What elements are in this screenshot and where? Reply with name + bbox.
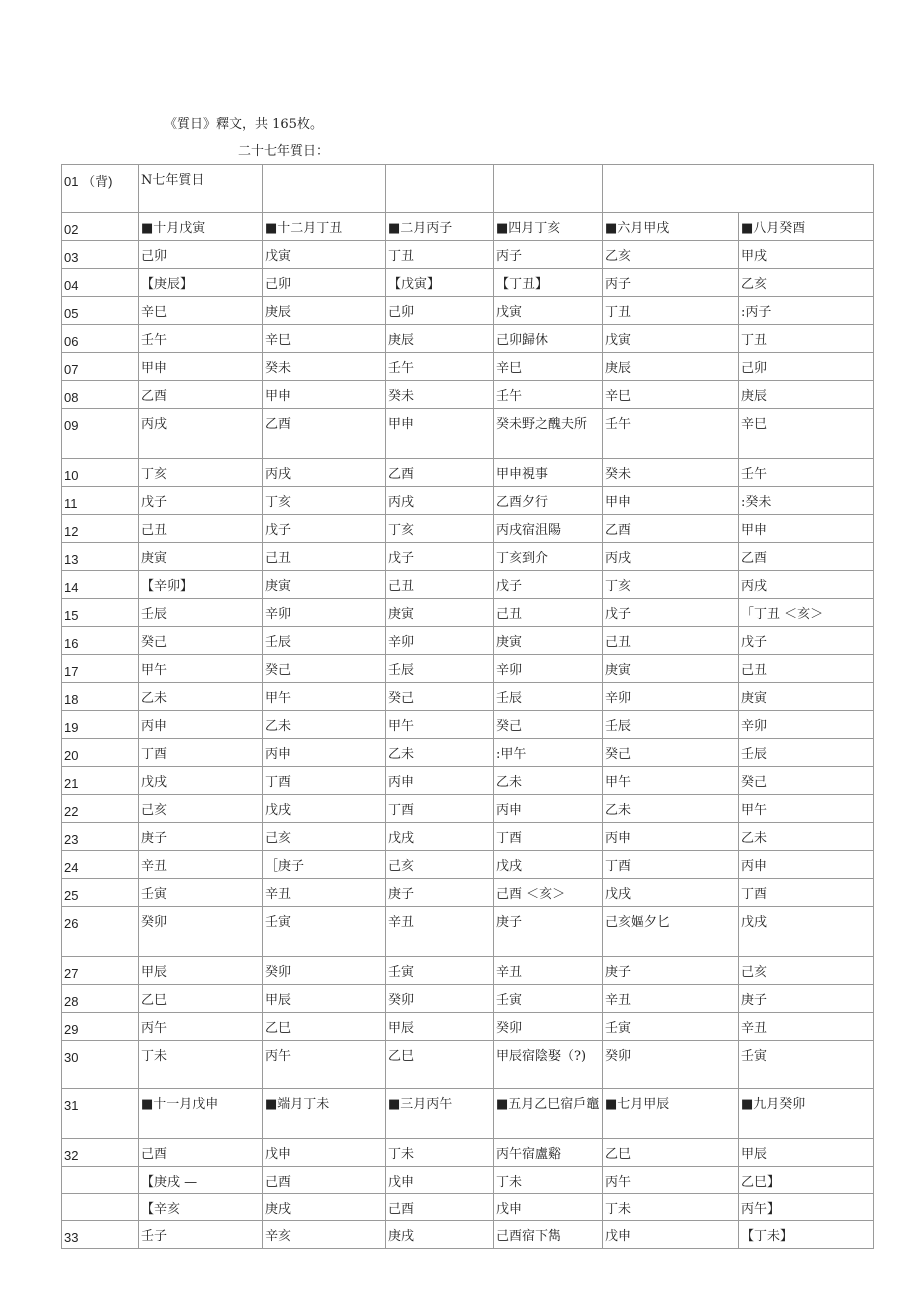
table-cell: 己丑 [603,627,739,655]
slip-number: 20 [62,739,139,767]
table-cell: 庚寅 [263,571,386,599]
table-cell: 庚子 [386,879,494,907]
slip-number: 04 [62,269,139,297]
table-cell: 丙申 [739,851,874,879]
table-cell: ■六月甲戌 [603,213,739,241]
table-row [62,487,874,515]
table-cell: 壬寅 [739,1041,874,1089]
table-cell: 甲申 [263,381,386,409]
table-cell: 甲辰 [139,957,263,985]
table-cell: 庚寅 [739,683,874,711]
table-row [62,627,874,655]
table-cell: 甲辰宿陰娶（?) [494,1041,603,1089]
table-row [62,1041,874,1089]
table-cell: 丁丑 [386,241,494,269]
table-cell: 丁酉 [494,823,603,851]
table-cell: 【丁丑】 [494,269,603,297]
table-cell: 己酉 [386,1194,494,1221]
table-cell: 癸卯 [139,907,263,957]
table-cell: 丁酉 [263,767,386,795]
table-cell: 戊戌 [386,823,494,851]
table-cell: 乙亥 [603,241,739,269]
table-cell: 癸己 [739,767,874,795]
table-cell: 壬午 [739,459,874,487]
table-cell: 戊子 [603,599,739,627]
slip-number: 33 [62,1221,139,1249]
table-cell: 丙午】 [739,1194,874,1221]
slip-number: 15 [62,599,139,627]
table-cell: 庚寅 [139,543,263,571]
table-cell: :丙子 [739,297,874,325]
table-cell: 辛亥 [263,1221,386,1249]
table-cell: 辛卯 [739,711,874,739]
table-row [62,1167,874,1194]
table-cell: 【辛卯】 [139,571,263,599]
table-cell: 壬午 [494,381,603,409]
table-cell: 乙未 [263,711,386,739]
table-cell: 戊申 [494,1194,603,1221]
table-cell: 辛丑 [386,907,494,957]
slip-number: 07 [62,353,139,381]
table-cell: 乙酉 [386,459,494,487]
slip-number: 19 [62,711,139,739]
table-cell: 辛丑 [263,879,386,907]
table-cell: 戊戌 [139,767,263,795]
table-cell: 丙午 [263,1041,386,1089]
table-cell: 丁酉 [739,879,874,907]
table-cell: 辛巳 [739,409,874,459]
table-cell: 乙未 [603,795,739,823]
table-cell: 丁亥 [386,515,494,543]
section-subtitle: 二十七年質日： [238,144,330,159]
table-row [62,739,874,767]
table-cell: 丁未 [139,1041,263,1089]
table-cell: 甲午 [139,655,263,683]
table-cell: 辛丑 [739,1013,874,1041]
table-cell: 丙申 [139,711,263,739]
table-cell: 丁未 [494,1167,603,1194]
table-cell: 癸己 [263,655,386,683]
table-cell: 辛巳 [139,297,263,325]
slip-number: 23 [62,823,139,851]
slip-number: 22 [62,795,139,823]
table-cell: 辛卯 [263,599,386,627]
table-cell: ■五月乙巳宿戶竈 [494,1089,603,1139]
table-cell: 丙戌 [139,409,263,459]
table-cell: 庚辰 [603,353,739,381]
table-row [62,1194,874,1221]
slip-number: 13 [62,543,139,571]
table-cell: ■十一月戊申 [139,1089,263,1139]
table-cell: 己亥嫗夕匕 [603,907,739,957]
table-cell: 丙子 [494,241,603,269]
table-row [62,213,874,241]
table-cell: 己酉 [139,1139,263,1167]
table-cell [494,165,603,213]
table-cell: 甲辰 [263,985,386,1013]
table-cell: 乙巳 [263,1013,386,1041]
table-cell: 甲申 [603,487,739,515]
table-cell: 乙巳 [139,985,263,1013]
table-cell: 乙酉 [603,515,739,543]
slip-number: 02 [62,213,139,241]
table-cell: 辛巳 [603,381,739,409]
table-cell: 庚辰 [739,381,874,409]
table-row [62,851,874,879]
table-cell: 乙酉 [139,381,263,409]
table-cell: 丙戌宿沮陽 [494,515,603,543]
table-cell: ［庚子 [263,851,386,879]
slip-number: 03 [62,241,139,269]
table-cell: 壬寅 [494,985,603,1013]
table-cell: 庚戌 [386,1221,494,1249]
table-row [62,985,874,1013]
table-row [62,957,874,985]
table-cell: 己丑 [494,599,603,627]
table-cell: 辛卯 [603,683,739,711]
slip-number: 08 [62,381,139,409]
table-cell: ■八月癸酉 [739,213,874,241]
table-cell: 癸己 [386,683,494,711]
table-cell: 戊子 [739,627,874,655]
table-cell: 【庚戌 — [139,1167,263,1194]
table-cell: 丁酉 [386,795,494,823]
table-row [62,823,874,851]
table-cell: 壬辰 [603,711,739,739]
table-cell: 乙未 [494,767,603,795]
table-cell: 丁亥到介 [494,543,603,571]
table-row [62,543,874,571]
table-cell: 甲午 [739,795,874,823]
table-cell: 甲申 [386,409,494,459]
slip-number: 11 [62,487,139,515]
table-cell: 甲戌 [739,241,874,269]
table-cell: 甲辰 [739,1139,874,1167]
table-cell [263,165,386,213]
table-row [62,1089,874,1139]
table-row [62,241,874,269]
table-cell: 戊戌 [603,879,739,907]
table-cell: 乙未 [386,739,494,767]
table-cell: 庚子 [139,823,263,851]
slip-number: 31 [62,1089,139,1139]
table-row [62,907,874,957]
table-cell: 丙戌 [386,487,494,515]
table-row [62,353,874,381]
table-cell: 乙亥 [739,269,874,297]
table-cell: 壬辰 [739,739,874,767]
table-cell: 丁未 [386,1139,494,1167]
table-cell: 己卯歸休 [494,325,603,353]
table-cell: 乙酉 [739,543,874,571]
slip-number: 29 [62,1013,139,1041]
table-cell: 辛巳 [494,353,603,381]
table-row [62,459,874,487]
table-cell: ■七月甲辰 [603,1089,739,1139]
table-cell: 甲申 [739,515,874,543]
table-cell: 壬辰 [494,683,603,711]
table-cell: 癸未野之醜夫所 [494,409,603,459]
table-cell: ■四月丁亥 [494,213,603,241]
table-cell: 庚子 [603,957,739,985]
table-cell: 癸卯 [494,1013,603,1041]
slip-number: 26 [62,907,139,957]
table-cell: 癸己 [494,711,603,739]
table-cell: ■九月癸卯 [739,1089,874,1139]
table-row [62,165,874,213]
table-cell: 己卯 [739,353,874,381]
table-cell: 己丑 [263,543,386,571]
table-cell: 戊申 [603,1221,739,1249]
table-cell: 己酉 ＜亥＞ [494,879,603,907]
table-cell: 乙巳】 [739,1167,874,1194]
table-cell: 丙午宿盧谿 [494,1139,603,1167]
table-cell: 丙子 [603,269,739,297]
table-cell: 乙酉 [263,409,386,459]
table-cell: 壬辰 [386,655,494,683]
table-cell: 丁亥 [263,487,386,515]
table-cell: 庚戌 [263,1194,386,1221]
table-cell: 辛卯 [494,655,603,683]
table-cell: 甲午 [603,767,739,795]
table-cell: 癸卯 [263,957,386,985]
table-cell: 辛丑 [603,985,739,1013]
table-cell: 丙申 [603,823,739,851]
table-cell: 【辛亥 [139,1194,263,1221]
table-cell: 丙戌 [263,459,386,487]
table-row [62,297,874,325]
slip-number: 32 [62,1139,139,1167]
slip-number: 24 [62,851,139,879]
table-cell: 丙午 [603,1167,739,1194]
table-cell: 壬子 [139,1221,263,1249]
table-cell: 丙午 [139,1013,263,1041]
table-cell: 戊寅 [263,241,386,269]
table-cell: ■端月丁未 [263,1089,386,1139]
table-row [62,795,874,823]
table-cell: 己丑 [386,571,494,599]
table-cell: 丙戌 [603,543,739,571]
table-cell: 甲申 [139,353,263,381]
slip-number: 12 [62,515,139,543]
table-cell: 癸未 [263,353,386,381]
table-cell: :癸未 [739,487,874,515]
table-cell: 辛卯 [386,627,494,655]
table-row [62,325,874,353]
table-cell: 壬午 [386,353,494,381]
table-cell: ■十月戊寅 [139,213,263,241]
slip-number: 17 [62,655,139,683]
table-cell: 癸卯 [386,985,494,1013]
table-cell: 己卯 [263,269,386,297]
table-cell: 甲辰 [386,1013,494,1041]
table-cell: 癸己 [139,627,263,655]
table-cell: 乙未 [139,683,263,711]
table-cell: 丁酉 [139,739,263,767]
table-cell: ■十二月丁丑 [263,213,386,241]
table-row [62,879,874,907]
slip-number: 28 [62,985,139,1013]
table-cell: 丁未 [603,1194,739,1221]
table-cell: 【丁未】 [739,1221,874,1249]
slip-number: 06 [62,325,139,353]
table-cell: 己亥 [739,957,874,985]
table-cell: 壬辰 [139,599,263,627]
table-cell: 戊申 [386,1167,494,1194]
slip-number: 25 [62,879,139,907]
table-cell: 丙申 [494,795,603,823]
table-cell: 戊戌 [494,851,603,879]
table-cell: ■三月丙午 [386,1089,494,1139]
table-cell: 庚寅 [494,627,603,655]
table-cell: 戊寅 [603,325,739,353]
slip-number [62,1167,139,1194]
table-row [62,711,874,739]
table-cell [386,165,494,213]
table-cell: 戊子 [386,543,494,571]
table-cell: 己酉宿下雋 [494,1221,603,1249]
table-cell: 庚辰 [263,297,386,325]
table-cell: 甲申視事 [494,459,603,487]
table-cell: 丁丑 [739,325,874,353]
table-cell: 丙申 [386,767,494,795]
table-cell: 癸卯 [603,1041,739,1089]
table-cell: 乙巳 [603,1139,739,1167]
slip-number: 01 （背) [62,165,139,213]
table-cell: 庚寅 [386,599,494,627]
table-row [62,599,874,627]
table-cell: 辛巳 [263,325,386,353]
table-cell: 戊寅 [494,297,603,325]
table-cell: N七年質日 [139,165,263,213]
table-cell: 己卯 [139,241,263,269]
table-row [62,409,874,459]
table-cell: 己酉 [263,1167,386,1194]
table-cell: 壬寅 [603,1013,739,1041]
table-cell: 壬寅 [139,879,263,907]
table-row [62,1221,874,1249]
slip-number: 14 [62,571,139,599]
slip-number: 30 [62,1041,139,1089]
table-cell: 戊戌 [739,907,874,957]
table-cell: 己亥 [139,795,263,823]
table-row [62,269,874,297]
table-row [62,1139,874,1167]
table-cell: 乙酉夕行 [494,487,603,515]
slip-number: 16 [62,627,139,655]
slip-number: 05 [62,297,139,325]
table-cell [603,165,874,213]
table-cell: 甲午 [386,711,494,739]
table-cell: 丁亥 [603,571,739,599]
table-row [62,571,874,599]
table-cell: 辛丑 [494,957,603,985]
slip-number: 18 [62,683,139,711]
table-cell: 癸未 [386,381,494,409]
table-cell: 癸己 [603,739,739,767]
table-row [62,655,874,683]
table-cell: ■二月丙子 [386,213,494,241]
slip-number [62,1194,139,1221]
table-cell: 丙戌 [739,571,874,599]
table-cell: 庚寅 [603,655,739,683]
table-cell: 乙巳 [386,1041,494,1089]
slip-number: 10 [62,459,139,487]
calendar-table [61,164,874,1249]
table-row [62,767,874,795]
table-row [62,683,874,711]
table-cell: 戊子 [263,515,386,543]
table-cell: 壬寅 [386,957,494,985]
table-cell: 己亥 [263,823,386,851]
table-cell: 「丁丑 ＜亥＞ [739,599,874,627]
table-cell: 辛丑 [139,851,263,879]
table-cell: 戊戌 [263,795,386,823]
table-cell: 己丑 [739,655,874,683]
slip-number: 09 [62,409,139,459]
table-cell: 壬午 [603,409,739,459]
table-cell: 戊子 [494,571,603,599]
table-row [62,381,874,409]
table-cell: 甲午 [263,683,386,711]
slip-number: 21 [62,767,139,795]
page-title: 《質日》釋文，共 165枚。 [164,117,323,132]
table-cell: 壬辰 [263,627,386,655]
table-cell: 【庚辰】 [139,269,263,297]
table-cell: 丁丑 [603,297,739,325]
table-cell: 丙申 [263,739,386,767]
table-row [62,515,874,543]
table-cell: 癸未 [603,459,739,487]
table-cell: 【戊寅】 [386,269,494,297]
table-cell: 戊申 [263,1139,386,1167]
table-cell: 丁亥 [139,459,263,487]
table-cell: 己亥 [386,851,494,879]
table-cell: 乙未 [739,823,874,851]
table-cell: 壬寅 [263,907,386,957]
table-cell: 庚子 [494,907,603,957]
table-cell: :甲午 [494,739,603,767]
table-cell: 己丑 [139,515,263,543]
table-cell: 戊子 [139,487,263,515]
table-cell: 庚子 [739,985,874,1013]
table-row [62,1013,874,1041]
table-cell: 己卯 [386,297,494,325]
table-cell: 丁酉 [603,851,739,879]
slip-number: 27 [62,957,139,985]
table-cell: 壬午 [139,325,263,353]
table-cell: 庚辰 [386,325,494,353]
